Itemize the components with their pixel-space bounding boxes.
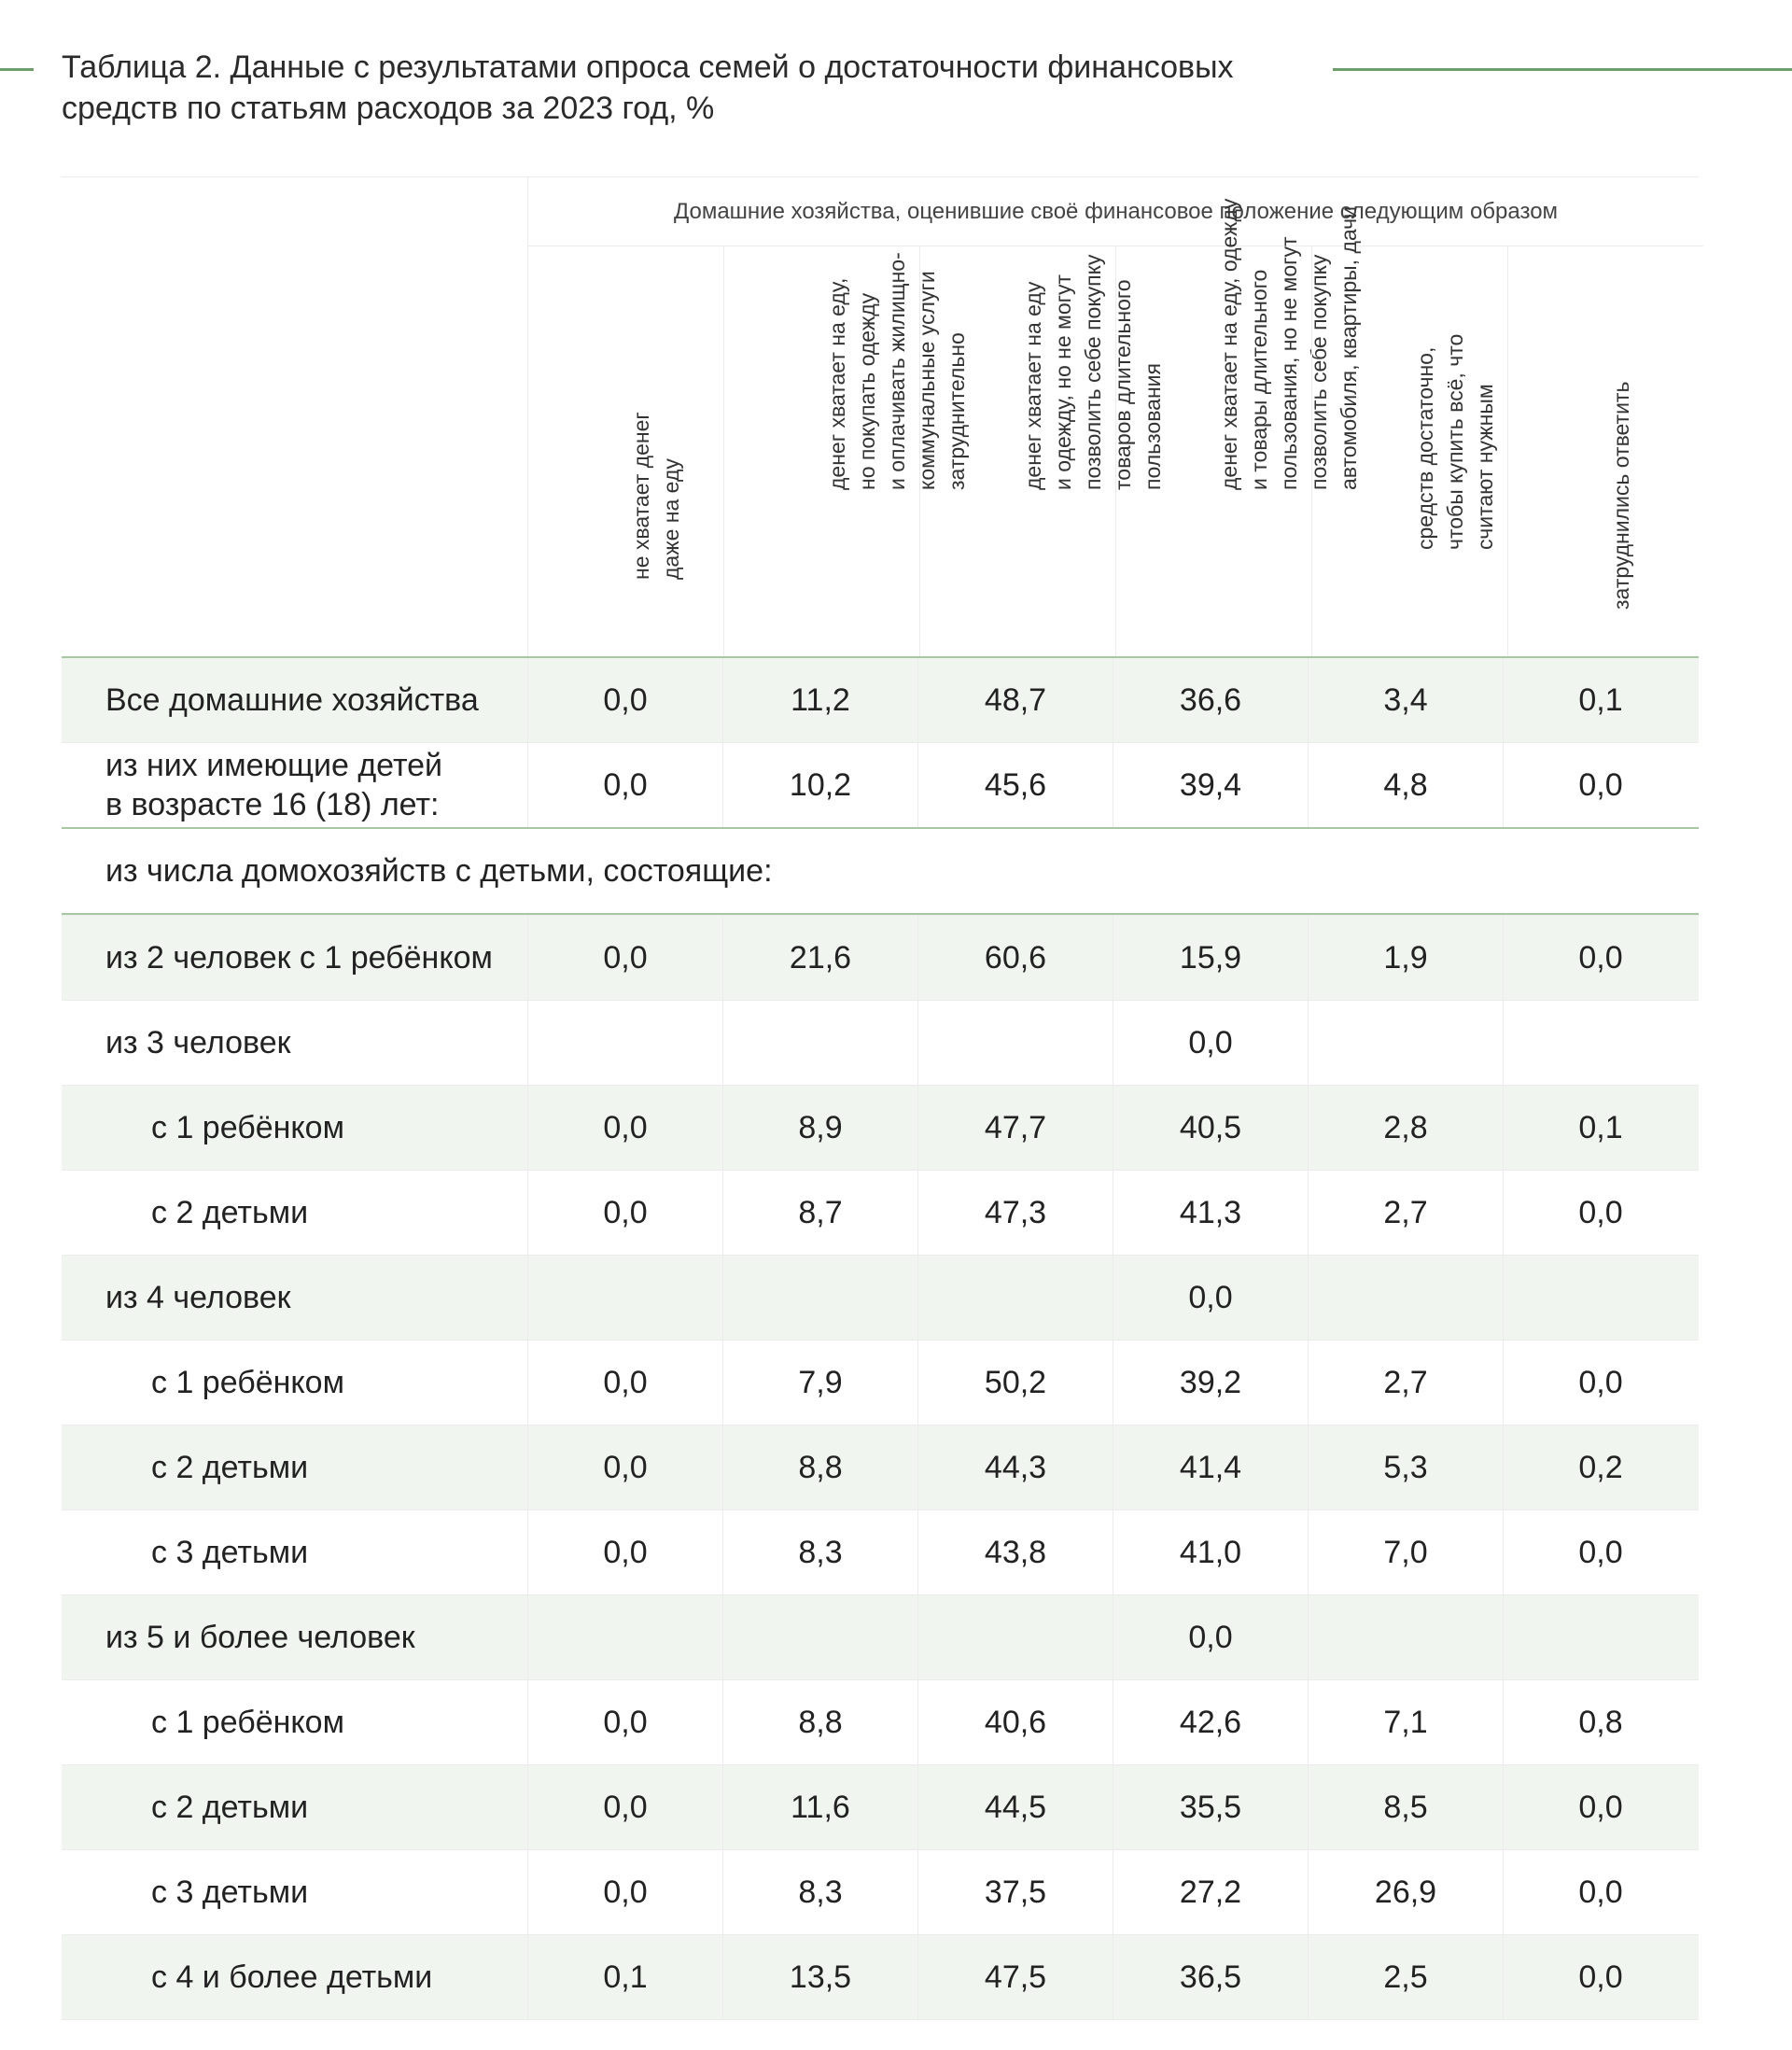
table-cell: 10,2 bbox=[722, 743, 917, 827]
table-cell: 44,3 bbox=[917, 1425, 1113, 1509]
row-label: с 3 детьми bbox=[151, 1535, 309, 1570]
table-cell bbox=[722, 1595, 917, 1679]
table-cell: 0,2 bbox=[1503, 1425, 1698, 1509]
table-row bbox=[62, 915, 1699, 1000]
table-cell: 11,6 bbox=[722, 1765, 917, 1849]
table-cell: 44,5 bbox=[917, 1765, 1113, 1849]
table-row bbox=[62, 1085, 1699, 1170]
decorative-line-left bbox=[0, 68, 34, 71]
table-cell: 40,6 bbox=[917, 1680, 1113, 1764]
table-cell: 21,6 bbox=[722, 916, 917, 1000]
table-cell bbox=[917, 1256, 1113, 1340]
table-cell: 0,0 bbox=[527, 1086, 722, 1170]
table-cell: 5,3 bbox=[1308, 1425, 1503, 1509]
table-cell: 39,2 bbox=[1113, 1341, 1308, 1425]
column-header bbox=[919, 246, 1165, 656]
table-cell bbox=[917, 1001, 1113, 1085]
table-cell: 0,0 bbox=[527, 1680, 722, 1764]
table-cell: 0,0 bbox=[527, 1341, 722, 1425]
row-label: с 2 детьми bbox=[151, 1790, 309, 1825]
table-cell: 40,5 bbox=[1113, 1086, 1308, 1170]
table-cell: 0,1 bbox=[1503, 658, 1698, 742]
column-header-text: денег хватает на еду и одежду, но не могут позволить себе покупку товаров длительного пользования bbox=[1020, 254, 1165, 490]
table-cell bbox=[722, 1001, 917, 1085]
column-header bbox=[1507, 246, 1703, 656]
table-cell: 1,9 bbox=[1308, 916, 1503, 1000]
table-title: Таблица 2. Данные с результатами опроса семей о достаточности финансовых средств по статьям расходов за 2023 год, % bbox=[62, 49, 1234, 126]
table-cell: 15,9 bbox=[1113, 916, 1308, 1000]
table-cell: 7,0 bbox=[1308, 1510, 1503, 1594]
table-cell: 0,0 bbox=[1503, 1510, 1698, 1594]
table-cell: 45,6 bbox=[917, 743, 1113, 827]
column-header-text: денег хватает на еду, но покупать одежду и оплачивать жилищно- коммунальные услуги затруднительно bbox=[824, 252, 969, 490]
table-cell: 0,0 bbox=[1503, 743, 1698, 827]
table-cell: 0,0 bbox=[527, 1425, 722, 1509]
table-cell: 43,8 bbox=[917, 1510, 1113, 1594]
column-header-text: затруднились ответить bbox=[1608, 381, 1633, 610]
table-cell: 2,7 bbox=[1308, 1171, 1503, 1255]
column-header bbox=[1311, 246, 1507, 656]
table-cell: 0,0 bbox=[527, 1171, 722, 1255]
table-cell: 7,9 bbox=[722, 1341, 917, 1425]
table-cell: 0,0 bbox=[527, 1765, 722, 1849]
row-label: из 3 человек bbox=[105, 1025, 291, 1060]
table-cell: 47,5 bbox=[917, 1935, 1113, 2019]
header-stub bbox=[62, 177, 527, 656]
table-cell bbox=[1308, 1595, 1503, 1679]
table-row bbox=[62, 1764, 1699, 1849]
table-cell: 0,8 bbox=[1503, 1680, 1698, 1764]
table-cell: 11,2 bbox=[722, 658, 917, 742]
row-label: с 1 ребёнком bbox=[151, 1110, 344, 1145]
table-row bbox=[62, 1849, 1699, 1934]
table-cell: 36,5 bbox=[1113, 1935, 1308, 2019]
decorative-line-right bbox=[1333, 68, 1792, 71]
table-cell: 8,5 bbox=[1308, 1765, 1503, 1849]
table-cell: 37,5 bbox=[917, 1850, 1113, 1934]
column-header bbox=[723, 246, 969, 656]
row-label: с 3 детьми bbox=[151, 1874, 309, 1910]
table-row bbox=[62, 1509, 1699, 1594]
table-row bbox=[62, 1340, 1699, 1425]
table-row bbox=[62, 1000, 1699, 1085]
table-cell: 8,8 bbox=[722, 1425, 917, 1509]
table-row bbox=[62, 1425, 1699, 1509]
table-cell: 8,9 bbox=[722, 1086, 917, 1170]
row-label: из 2 человек с 1 ребёнком bbox=[105, 940, 493, 976]
row-label: из 4 человек bbox=[105, 1280, 291, 1315]
table-cell: 8,8 bbox=[722, 1680, 917, 1764]
table-cell: 0,0 bbox=[1503, 1765, 1698, 1849]
table-cell bbox=[527, 1595, 722, 1679]
column-header-text: не хватает денег даже на еду bbox=[628, 412, 683, 580]
table-row bbox=[62, 656, 1699, 742]
table-cell: 50,2 bbox=[917, 1341, 1113, 1425]
table-row bbox=[62, 1170, 1699, 1255]
table-cell: 60,6 bbox=[917, 916, 1113, 1000]
table-cell: 0,0 bbox=[1113, 1595, 1308, 1679]
table-cell: 41,0 bbox=[1113, 1510, 1308, 1594]
table-cell: 4,8 bbox=[1308, 743, 1503, 827]
header-group-label: Домашние хозяйства, оценившие своё финансовое положение следующим образом bbox=[528, 177, 1703, 246]
table-cell: 8,7 bbox=[722, 1171, 917, 1255]
table-row bbox=[62, 1934, 1699, 2019]
row-label: с 4 и более детьми bbox=[151, 1959, 433, 1995]
table-cell: 2,5 bbox=[1308, 1935, 1503, 2019]
table-cell bbox=[1308, 1001, 1503, 1085]
section-label: из числа домохозяйств с детьми, состоящие: bbox=[105, 852, 773, 889]
table-cell: 0,0 bbox=[527, 916, 722, 1000]
table-cell bbox=[1503, 1256, 1698, 1340]
table-cell: 0,0 bbox=[1503, 1935, 1698, 2019]
table-cell: 0,0 bbox=[1503, 1171, 1698, 1255]
table-cell: 41,3 bbox=[1113, 1171, 1308, 1255]
table-row bbox=[62, 1255, 1699, 1340]
column-header-text: денег хватает на еду, одежду и товары длительного пользования, но не могут позволить себе покупку автомобиля, квартиры, дачи bbox=[1216, 198, 1361, 490]
table-row bbox=[62, 1594, 1699, 1679]
table-cell bbox=[527, 1256, 722, 1340]
table-cell: 0,0 bbox=[1503, 1850, 1698, 1934]
table-bottom-border bbox=[62, 2019, 1699, 2020]
table-cell: 0,0 bbox=[527, 743, 722, 827]
table-cell: 48,7 bbox=[917, 658, 1113, 742]
table-cell bbox=[1503, 1001, 1698, 1085]
column-header-text: средств достаточно, чтобы купить всё, что считают нужным bbox=[1412, 333, 1497, 550]
table-body bbox=[62, 656, 1699, 2019]
table-cell: 47,7 bbox=[917, 1086, 1113, 1170]
table-cell: 0,1 bbox=[1503, 1086, 1698, 1170]
table-cell: 35,5 bbox=[1113, 1765, 1308, 1849]
table-cell bbox=[1308, 1256, 1503, 1340]
table-cell: 13,5 bbox=[722, 1935, 917, 2019]
table-cell bbox=[917, 1595, 1113, 1679]
table-row bbox=[62, 742, 1699, 827]
table-cell: 0,0 bbox=[527, 1850, 722, 1934]
table-cell: 8,3 bbox=[722, 1850, 917, 1934]
column-header bbox=[528, 246, 723, 656]
row-label: с 1 ребёнком bbox=[151, 1705, 344, 1740]
table-cell bbox=[527, 1001, 722, 1085]
table-cell: 26,9 bbox=[1308, 1850, 1503, 1934]
table-cell: 41,4 bbox=[1113, 1425, 1308, 1509]
section-row bbox=[62, 827, 1699, 915]
table-cell bbox=[1503, 1595, 1698, 1679]
table-cell: 0,1 bbox=[527, 1935, 722, 2019]
row-label: из 5 и более человек bbox=[105, 1620, 415, 1655]
row-label: с 2 детьми bbox=[151, 1450, 309, 1485]
row-label: из них имеющие детей в возрасте 16 (18) лет: bbox=[105, 748, 443, 822]
table-cell: 47,3 bbox=[917, 1171, 1113, 1255]
table-cell: 0,0 bbox=[527, 1510, 722, 1594]
table-cell: 0,0 bbox=[1113, 1001, 1308, 1085]
table-cell: 2,8 bbox=[1308, 1086, 1503, 1170]
table-cell: 2,7 bbox=[1308, 1341, 1503, 1425]
table-cell: 0,0 bbox=[527, 658, 722, 742]
table-cell: 7,1 bbox=[1308, 1680, 1503, 1764]
table-row bbox=[62, 1679, 1699, 1764]
table-cell: 0,0 bbox=[1113, 1256, 1308, 1340]
table-cell: 42,6 bbox=[1113, 1680, 1308, 1764]
row-label: с 2 детьми bbox=[151, 1195, 309, 1230]
table-cell: 0,0 bbox=[1503, 1341, 1698, 1425]
row-label: Все домашние хозяйства bbox=[105, 682, 479, 718]
table-cell bbox=[722, 1256, 917, 1340]
column-header bbox=[1115, 198, 1361, 656]
table-cell: 36,6 bbox=[1113, 658, 1308, 742]
survey-table bbox=[62, 176, 1699, 2020]
table-cell: 3,4 bbox=[1308, 658, 1503, 742]
table-cell: 39,4 bbox=[1113, 743, 1308, 827]
table-cell: 8,3 bbox=[722, 1510, 917, 1594]
table-cell: 0,0 bbox=[1503, 916, 1698, 1000]
table-header bbox=[62, 176, 1699, 656]
row-label: с 1 ребёнком bbox=[151, 1365, 344, 1400]
table-cell: 27,2 bbox=[1113, 1850, 1308, 1934]
